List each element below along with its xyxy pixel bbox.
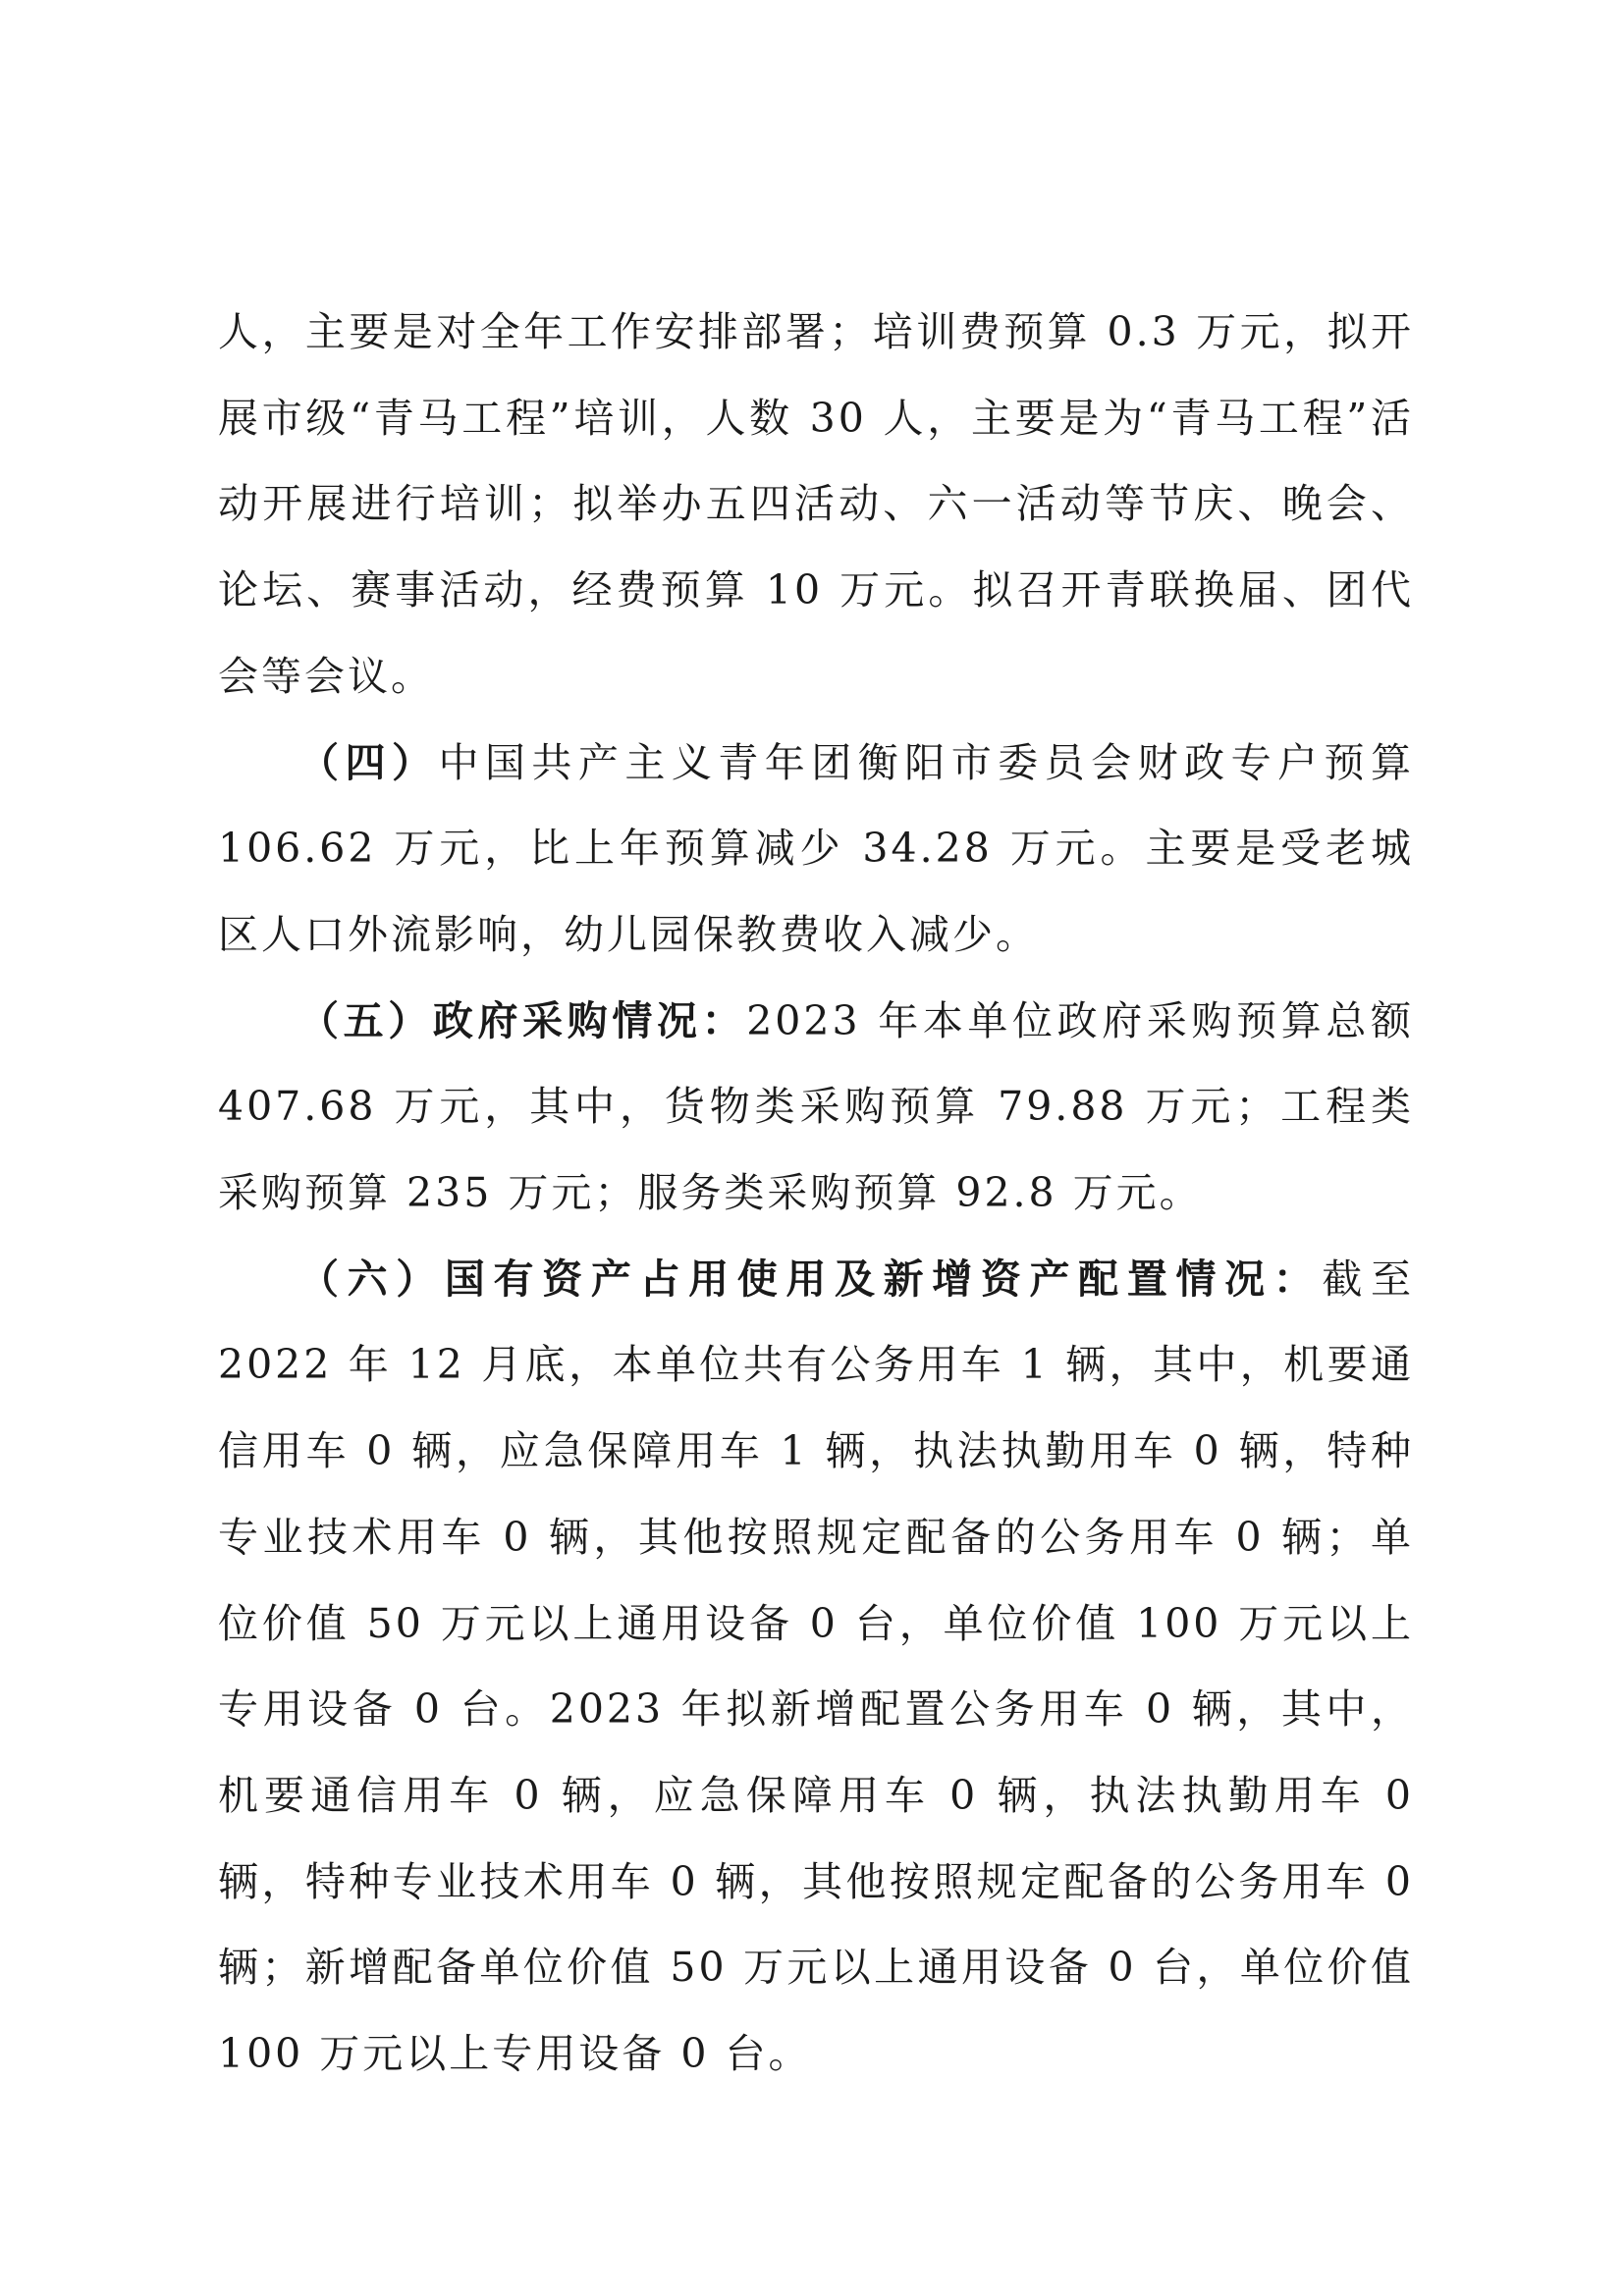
section-6-body: 截至 2022 年 12 月底，本单位共有公务用车 1 辆，其中，机要通信用车 0 辆，应急保障用车 1 辆，执法执勤用车 0 辆，特种专业技术用车 0 辆，其他按照规定配备的公务用车 0 辆；单位价值 50 万元以上通用设备 0 台，单位价值 100 万元以上专用设备 0 台。2023 年拟新增配置公务用车 0 辆，其中，机要通信用车 0 辆，应急保障用车 0 辆，执法执勤用车 0 辆，特种专业技术用车 0 辆，其他按照规定配备的公务用车 0 辆；新增配备单位价值 50 万元以上通用设备 0 台，单位价值 100 万元以上专用设备 0 台。 (218, 1255, 1415, 2078)
section-6-heading: （六）国有资产占用使用及新增资产配置情况： (298, 1255, 1323, 1303)
section-4-paragraph (218, 721, 1414, 979)
section-4-heading: （四） (298, 738, 439, 786)
body-text (218, 290, 1414, 2098)
paragraph-continuation: 人，主要是对全年工作安排部署；培训费预算 0.3 万元，拟开展市级“青马工程”培训，人数 30 人，主要是为“青马工程”活动开展进行培训；拟举办五四活动、六一活动等节庆、晚会、论坛、赛事活动，经费预算 10 万元。拟召开青联换届、团代会等会议。 (218, 308, 1414, 700)
section-4-body: 中国共产主义青年团衡阳市委员会财政专户预算 106.62 万元，比上年预算减少 34.28 万元。主要是受老城区人口外流影响，幼儿园保教费收入减少。 (218, 738, 1415, 958)
section-6-paragraph (218, 1237, 1414, 2098)
section-5-paragraph (218, 979, 1414, 1237)
section-5-heading: （五）政府采购情况： (298, 996, 747, 1044)
section-5-body: 2023 年本单位政府采购预算总额 407.68 万元，其中，货物类采购预算 79.88 万元；工程类采购预算 235 万元；服务类采购预算 92.8 万元。 (218, 996, 1415, 1217)
